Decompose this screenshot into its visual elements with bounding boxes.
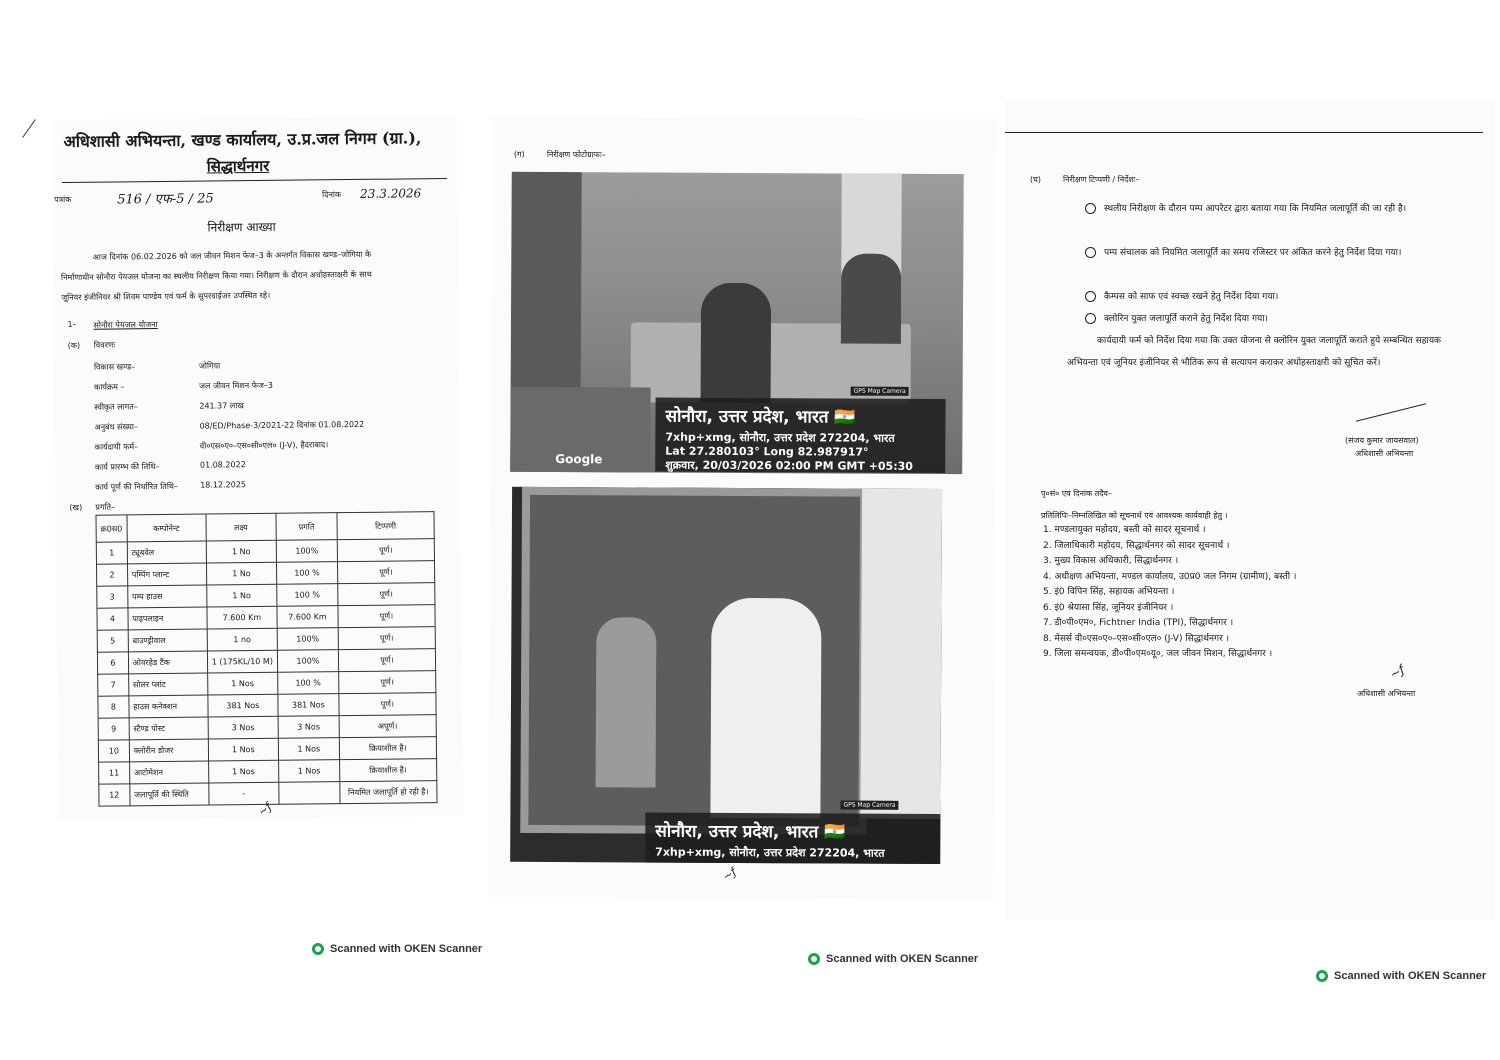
sub-kha-label: (ख): [69, 502, 83, 512]
subject-heading: निरीक्षण आख्या: [207, 219, 276, 235]
table-cell: 7: [98, 674, 129, 696]
progress-table: [95, 511, 437, 807]
table-cell: 1 No: [206, 562, 276, 585]
table-cell: 100%: [276, 540, 337, 563]
sub-kha-title: प्रगति–: [95, 502, 116, 512]
table-cell: पूर्ण।: [339, 693, 436, 716]
list-item: 5. इं0 विपिन सिंह, सहायक अभियन्ता ।: [1043, 587, 1175, 597]
table-cell: 1 Nos: [278, 760, 339, 783]
table-cell: 381 Nos: [278, 694, 339, 717]
intro-line-2: निर्माणाधीन सोनौरा पेयजल योजना का स्थलीय निरीक्षण किया गया। निरीक्षण के दौरान अधोहस्ताक्षरी के साथ: [60, 269, 372, 283]
table-cell: 1 Nos: [208, 760, 278, 783]
dinank-value: 23.3.2026: [360, 186, 422, 201]
sub-ka-title: विवरणः: [93, 340, 116, 350]
table-cell: पूर्ण।: [338, 649, 435, 672]
initials-signature: ∼ƒ: [720, 865, 739, 884]
table-cell: 7.600 Km: [207, 606, 277, 629]
table-cell: 11: [99, 762, 130, 784]
table-cell: पूर्ण।: [338, 627, 435, 650]
google-label: Google: [555, 452, 603, 467]
signatory-title: अधिशासी अभियन्ता: [1355, 449, 1414, 458]
table-cell: 381 Nos: [208, 694, 278, 717]
table-cell: 1 no: [207, 628, 277, 651]
col-header: टिप्पणी: [337, 512, 434, 540]
table-cell: -: [209, 782, 279, 805]
bullet-circle: [1085, 203, 1096, 214]
table-cell: 2: [96, 564, 127, 586]
letter-page-2: [488, 117, 997, 900]
geotag-overlay: [645, 812, 942, 864]
table-cell: अपूर्ण।: [339, 715, 436, 738]
table-cell: सोलर प्लांट: [128, 673, 207, 696]
list-item: 7. डी०पी०एम०, Fichtner India (TPI), सिद्धार्थनगर ।: [1043, 618, 1234, 628]
detail-value: जोगिया: [198, 361, 221, 371]
section-1-number: 1–: [67, 319, 77, 329]
instruction-item: [1085, 198, 1475, 220]
table-cell: 100 %: [277, 584, 338, 607]
copy-intro: प्रतिलिपिः–निम्नलिखित को सूचनार्थ एवं आवश्यक कार्यवाही हेतु ।: [1041, 511, 1228, 520]
watermark-text: Scanned with OKEN Scanner: [330, 943, 483, 955]
table-cell: 8: [98, 696, 129, 718]
table-cell: 1 Nos: [207, 672, 277, 695]
dinank-label: दिनांक: [322, 190, 342, 200]
intro-line-1: आज दिनांक 06.02.2026 को जल जीवन मिशन फेज–3 के अन्तर्गत विकास खण्ड–जोगिया के: [92, 249, 372, 262]
sub-ka-label: (क): [67, 340, 81, 350]
table-cell: 9: [98, 718, 129, 740]
list-item: 6. इं0 श्रेयासा सिंह, जूनियर इंजीनियर ।: [1043, 602, 1174, 613]
section-ga-title: निरीक्षण फोटोग्राफः–: [546, 149, 606, 160]
map-thumbnail: [510, 387, 650, 473]
table-header-row: [96, 512, 434, 543]
detail-label: विकास खण्ड–: [93, 362, 136, 372]
copy-list: [1043, 523, 1296, 663]
table-cell: पूर्ण।: [338, 605, 435, 628]
gps-badge: GPS Map Camera: [840, 801, 898, 810]
col-header: क्र0स0: [96, 515, 127, 542]
geotag-coords: Lat 27.280103° Long 82.987917°: [665, 444, 869, 459]
patrank-value: 516 / एफ-5 / 25: [117, 191, 214, 208]
scanner-watermark: [1316, 970, 1486, 982]
watermark-text: Scanned with OKEN Scanner: [826, 953, 979, 965]
table-cell: 12: [99, 784, 130, 806]
section-gha-label: (घ): [1030, 175, 1041, 184]
oken-scanner-icon: [808, 953, 820, 965]
bullet-circle: [1085, 291, 1096, 302]
detail-label: स्वीकृत लागत–: [94, 402, 138, 412]
signature-stroke: [1356, 403, 1426, 421]
instruction-item: [1085, 242, 1475, 264]
list-item: 1. मण्डलायुक्त महोदय, बस्ती को सादर सूचनार्थ ।: [1043, 525, 1206, 535]
detail-value: 01.08.2022: [199, 460, 246, 470]
table-cell: 1 (175KL/10 M): [207, 650, 277, 673]
intro-line-3: जूनियर इंजीनियर श्री शिवम पाण्डेय एवं फर्म के सुपरवाईजर उपस्थित रहे।: [61, 290, 271, 303]
geotag-address: 7xhp+xmg, सोनौरा, उत्तर प्रदेश 272204, भारत: [665, 430, 895, 445]
signatory-name: (संजय कुमार जायसवाल): [1345, 436, 1419, 445]
bullet-circle: [1085, 313, 1096, 324]
table-cell: [279, 782, 340, 805]
office-city: सिद्धार्थनगर: [206, 156, 270, 176]
reference-line: पृ०सं० एवं दिनांक तदैव–: [1041, 489, 1113, 498]
table-cell: हाउस कनेक्शन: [129, 695, 208, 718]
bottom-signatory: अधिशासी अभियन्ता: [1357, 689, 1416, 698]
inspection-photo-2: [510, 487, 942, 864]
instruction-item: [1085, 286, 1475, 308]
list-item: 9. जिला समन्वयक, डी०पी०एम०यू०, जल जीवन मिशन, सिद्धार्थनगर ।: [1043, 649, 1273, 659]
instruction-text: पम्प संचालक को नियमित जलापूर्ति का समय रजिस्टर पर अंकित करने हेतु निर्देश दिया गया।: [1104, 248, 1402, 258]
table-cell: पूर्ण।: [337, 539, 434, 562]
table-cell: स्टैण्ड पोस्ट: [129, 717, 208, 740]
table-cell: 1 No: [206, 540, 276, 563]
table-cell: ओवरहेड टैंक: [128, 651, 207, 674]
section-ga-label: (ग): [513, 149, 525, 159]
table-cell: बाउण्ड्रीवाल: [128, 629, 207, 652]
letter-page-3: [1005, 100, 1495, 920]
table-cell: 100 %: [276, 562, 337, 585]
table-cell: 100%: [277, 628, 338, 651]
table-cell: 1 Nos: [208, 738, 278, 761]
scanner-watermark: [808, 953, 978, 965]
col-header: प्रगति: [276, 513, 337, 541]
table-cell: पूर्ण।: [338, 583, 435, 606]
detail-label: कार्य प्रारम्भ की तिथि–: [94, 462, 160, 472]
instruction-text: स्थलीय निरीक्षण के दौरान पम्प आपरेटर द्वारा बताया गया कि नियमित जलापूर्ति की जा रही है।: [1104, 204, 1407, 214]
table-cell: पम्प हाउस: [127, 585, 206, 608]
table-cell: 3: [97, 586, 128, 608]
detail-label: अनुबंध संख्या–: [94, 422, 138, 432]
top-rule: [1005, 132, 1483, 133]
table-cell: 1 No: [206, 584, 276, 607]
header-divider: [62, 178, 447, 183]
gps-badge: GPS Map Camera: [851, 387, 909, 396]
list-item: 3. मुख्य विकास अधिकारी, सिद्धार्थनगर ।: [1043, 556, 1179, 566]
table-cell: पूर्ण।: [339, 671, 436, 694]
table-cell: 100 %: [278, 672, 339, 695]
table-cell: 6: [97, 652, 128, 674]
instruction-text: क्लोरिन युक्त जलापूर्ति कराने हेतु निर्देश दिया गया।: [1104, 314, 1268, 324]
oken-scanner-icon: [1316, 970, 1328, 982]
table-cell: 1 Nos: [278, 738, 339, 761]
list-item: 2. जिलाधिकारी महोदय, सिद्धार्थनगर को सादर सूचनार्थ ।: [1043, 540, 1230, 551]
table-cell: 3 Nos: [208, 716, 278, 739]
geotag-place: सोनौरा, उत्तर प्रदेश, भारत 🇮🇳: [665, 406, 856, 428]
table-cell: जलापूर्ति की स्थिति: [130, 783, 209, 806]
table-cell: आटोमेशन: [129, 761, 208, 784]
detail-label: कार्यदायी फर्म–: [94, 442, 139, 452]
detail-value: 18.12.2025: [200, 480, 247, 490]
detail-value: 241.37 लाख: [199, 401, 244, 411]
initials-signature: ∼ƒ: [1387, 662, 1407, 682]
table-cell: 4: [97, 608, 128, 630]
col-header: कम्पोनेन्ट: [127, 514, 206, 542]
scanner-watermark: [312, 943, 482, 955]
list-item: 8. मेसर्स वी०एस०ए०–एस०सी०एल० (J-V) सिद्धार्थनगर ।: [1043, 633, 1230, 644]
table-cell: पम्पिंग प्लान्ट: [127, 563, 206, 586]
geotag-overlay: [655, 398, 945, 474]
table-cell: क्लोरीन डोजर: [129, 739, 208, 762]
detail-label: कार्यक्रम –: [94, 382, 125, 392]
table-cell: पूर्ण।: [337, 561, 434, 584]
table-cell: क्रियाशील है।: [339, 759, 436, 782]
table-cell: 5: [97, 630, 128, 652]
bullet-circle: [1085, 247, 1096, 258]
table-cell: क्रियाशील है।: [339, 737, 436, 760]
patrank-label: पत्रांक: [54, 194, 72, 205]
table-cell: 100%: [277, 650, 338, 673]
instruction-item: [1085, 308, 1475, 330]
table-cell: नियमित जलापूर्ति हो रही है।: [340, 781, 437, 804]
oken-scanner-icon: [312, 943, 324, 955]
col-header: लक्ष्य: [206, 513, 276, 541]
detail-value: वी०एस०ए०–एस०सी०एल० (J-V), हैदराबाद।: [199, 440, 329, 451]
table-cell: 1: [96, 542, 127, 564]
watermark-text: Scanned with OKEN Scanner: [1334, 970, 1487, 982]
table-cell: 3 Nos: [278, 716, 339, 739]
list-item: 4. अधीक्षण अभियन्ता, मण्डल कार्यालय, उ0प्र0 जल निगम (ग्रामीण), बस्ती ।: [1043, 571, 1297, 582]
geotag-place: सोनौरा, उत्तर प्रदेश, भारत 🇮🇳: [655, 821, 846, 843]
letter-page-1: [51, 116, 463, 820]
stray-pen-mark: [22, 119, 35, 138]
detail-value: जल जीवन मिशन फेज–3: [199, 380, 274, 391]
table-cell: 10: [98, 740, 129, 762]
inspection-photo-1: [510, 172, 964, 474]
section-1-title: सोनौरा पेयजल योजना: [93, 320, 158, 330]
office-title: अधिशासी अभियन्ता, खण्ड कार्यालय, उ.प्र.जल निगम (ग्रा.),: [63, 128, 422, 152]
closing-paragraph: कार्यदायी फर्म को निर्देश दिया गया कि उक्त योजना से क्लोरिन युक्त जलापूर्ति कराते हुये सम्बन्धित सहायक अभियन्ता एवं जूनियर इंजीनियर से भौतिक रूप से सत्यापन कराकर अधोहस्ताक्षरी को सूचित करें।: [1067, 336, 1441, 368]
table-cell: ट्यूबवेल: [127, 541, 206, 564]
geotag-datetime: शुक्रवार, 20/03/2026 02:00 PM GMT +05:30: [665, 458, 913, 473]
initials-signature: ∼ƒ: [255, 800, 275, 819]
detail-label: कार्य पूर्ण की निर्धारित तिथि–: [95, 481, 179, 492]
section-gha-title: निरीक्षण टिप्पणी / निर्देशः–: [1063, 175, 1140, 184]
instruction-text: कैम्पस को साफ एवं स्वच्छ रखने हेतु निर्देश दिया गया।: [1104, 292, 1279, 302]
table-cell: 7.600 Km: [277, 606, 338, 629]
table-cell: पाइपलाइन: [128, 607, 207, 630]
geotag-address: 7xhp+xmg, सोनौरा, उत्तर प्रदेश 272204, भारत: [655, 845, 885, 860]
detail-value: 08/ED/Phase-3/2021-22 दिनांक 01.08.2022: [199, 419, 365, 431]
